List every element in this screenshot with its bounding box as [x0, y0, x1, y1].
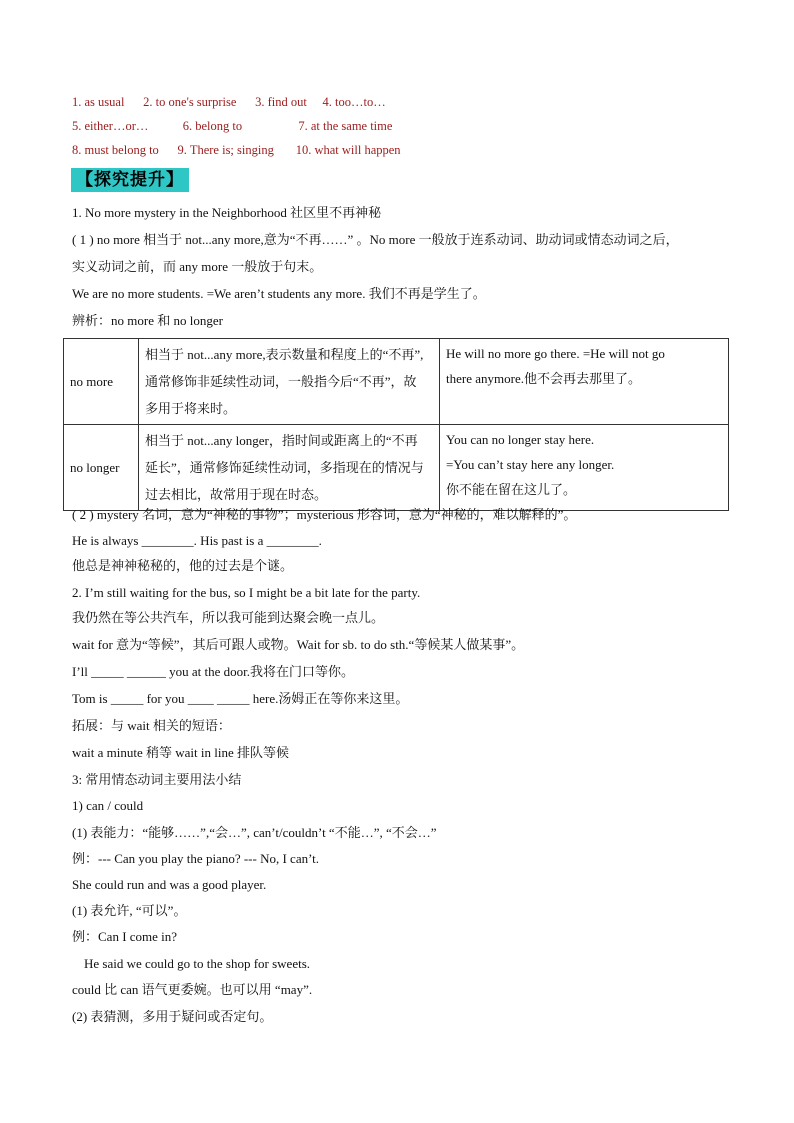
point-1-explanation: ( 1 ) no more 相当于 not...any more,意为“不再……” 。No more 一般放于连系动词、助动词或情态动词之后， [72, 232, 679, 247]
example-cell: You can no longer stay here. =You can’t stay here any longer. 你不能在留在这儿了。 [440, 425, 729, 511]
description-cell: 相当于 not...any longer，指时间或距离上的“不再 延长”，通常修饰延续性动词，多指现在的情况与 过去相比，故常用于现在时态。 [139, 425, 440, 511]
extension-title: 拓展：与 wait 相关的短语： [72, 718, 231, 733]
usage-permission: (1) 表允许, “可以”。 [72, 903, 187, 918]
example-line: 例：Can I come in? [72, 929, 178, 944]
point-1-example: We are no more students. =We aren’t students any more. 我们不再是学生了。 [72, 286, 486, 301]
usage-guess: (2) 表猜测，多用于疑问或否定句。 [72, 1009, 273, 1024]
table-row [64, 339, 729, 425]
answer-line-3: 8. must belong to 9. There is; singing 10. what will happen [72, 143, 401, 157]
example-cell: He will no more go there. =He will not go there anymore.他不会再去那里了。 [440, 339, 729, 425]
point-3-title: 3: 常用情态动词主要用法小结 [72, 772, 242, 787]
subpoint-title: 1) can / could [72, 798, 144, 813]
term-cell: no more [64, 339, 139, 425]
wait-for-explanation: wait for 意为“等候”，其后可跟人或物。Wait for sb. to do sth.“等候某人做某事”。 [72, 637, 525, 652]
fill-blank-sentence: I’ll _____ ______ you at the door.我将在门口等你。 [72, 664, 355, 679]
description-cell: 相当于 not...any more,表示数量和程度上的“不再”, 通常修饰非延续性动词，一般指今后“不再”，故 多用于将来时。 [139, 339, 440, 425]
compare-title: 辨析：no more 和 no longer [72, 313, 223, 328]
translation-line: 我仍然在等公共汽车，所以我可能到达聚会晚一点儿。 [72, 610, 385, 625]
answer-line-2: 5. either…or… 6. belong to 7. at the same time [72, 119, 393, 133]
example-line: 例：--- Can you play the piano? --- No, I can’t. [72, 851, 320, 866]
term-cell: no longer [64, 425, 139, 511]
example-line: She could run and was a good player. [72, 877, 267, 892]
point-2-title: 2. I’m still waiting for the bus, so I might be a bit late for the party. [72, 585, 421, 600]
note-line: could 比 can 语气更委婉。也可以用 “may”. [72, 982, 313, 997]
table-row [64, 425, 729, 511]
section-heading: 【探究提升】 [71, 168, 189, 192]
point-1-explanation-cont: 实义动词之前，而 any more 一般放于句末。 [72, 259, 323, 274]
phrase-line: wait a minute 稍等 wait in line 排队等候 [72, 745, 289, 760]
compare-table [63, 338, 729, 511]
fill-blank-sentence: Tom is _____ for you ____ _____ here.汤姆正在等你来这里。 [72, 691, 409, 706]
example-line: He said we could go to the shop for sweets. [84, 956, 311, 971]
translation-line: 他总是神神秘秘的，他的过去是个谜。 [72, 558, 294, 573]
point-1-title: 1. No more mystery in the Neighborhood 社区里不再神秘 [72, 205, 382, 220]
answer-line-1: 1. as usual 2. to one's surprise 3. find out 4. too…to… [72, 95, 386, 109]
fill-blank-sentence: He is always ________. His past is a ________. [72, 533, 322, 548]
usage-ability: (1) 表能力：“能够……”,“会…”, can’t/couldn’t “不能…”, “不会…” [72, 825, 437, 840]
point-1-2-explanation: ( 2 ) mystery 名词，意为“神秘的事物”；mysterious 形容词，意为“神秘的，难以解释的”。 [72, 507, 577, 522]
